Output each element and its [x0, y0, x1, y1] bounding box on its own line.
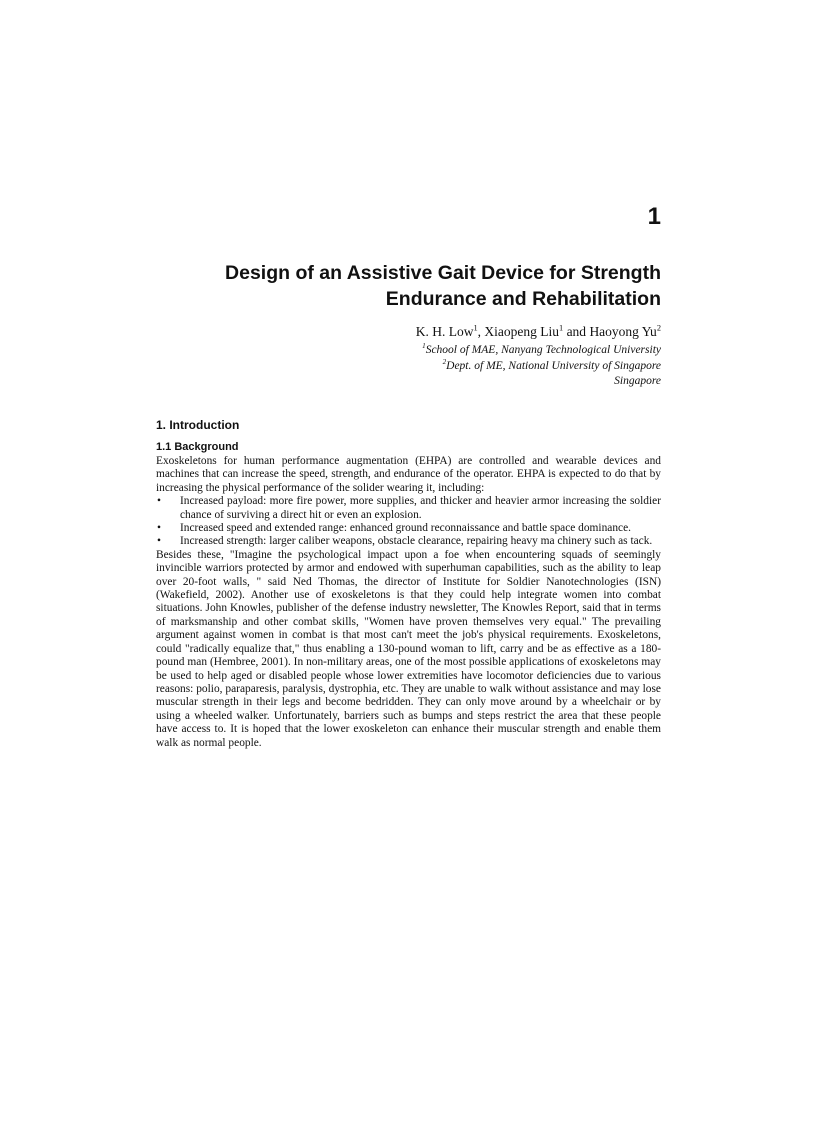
affiliation-mark: 1	[422, 342, 426, 351]
author-separator: and	[563, 324, 590, 339]
list-item-text: Increased payload: more fire power, more supplies, and thicker and heavier armor increasing the soldier chance of surviving a direct hit or even an explosion.	[180, 495, 661, 521]
author-name: K. H. Low	[415, 324, 474, 339]
affiliation-country: Singapore	[614, 375, 661, 387]
author-affiliation-mark: 1	[473, 323, 478, 333]
paper-title-line-2: Endurance and Rehabilitation	[385, 288, 661, 310]
paper-title-line-1: Design of an Assistive Gait Device for Strength	[225, 262, 661, 284]
affiliation-2	[422, 359, 661, 375]
paper-page	[156, 0, 661, 1123]
bullet-list	[156, 495, 661, 549]
subsection-heading: 1.1 Background	[156, 441, 239, 453]
section-heading: 1. Introduction	[156, 418, 240, 432]
intro-paragraph: Exoskeletons for human performance augmentation (EHPA) are controlled and wearable devices and machines that can increase the speed, strength, and endurance of the operator. EHPA is expected to do that by increasing the physical performance of the solider wearing it, including:	[156, 455, 661, 494]
list-item	[156, 535, 661, 548]
author-affiliation-mark: 2	[656, 323, 661, 333]
affiliation-text: School of MAE, Nanyang Technological University	[425, 344, 661, 356]
bullet-icon: •	[157, 495, 161, 508]
list-item-text: Increased strength: larger caliber weapons, obstacle clearance, repairing heavy ma chinery such as tack.	[180, 535, 653, 548]
chapter-number: 1	[647, 203, 661, 230]
main-paragraph: Besides these, "Imagine the psychological impact upon a foe when encountering squads of seemingly invincible warriors protected by armor and endowed with superhuman capabilities, such as the ability to leap over 20-foot walls, " said Ned Thomas, the director of Institute for Soldier Nanotechnologies (ISN) (Wakefield, 2002). Another use of exoskeletons is that they could help integrate women into combat situations. John Knowles, publisher of the defense industry newsletter, The Knowles Report, said that in terms of marksmanship and other combat skills, "Women have proven themselves very equal." The prevailing argument against women in combat is that most can't meet the job's physical requirements. Exoskeletons, could "radically equalize that," thus enabling a 130-pound woman to lift, carry and be as effective as a 180-pound man (Hembree, 2001). In non-military areas, one of the most possible applications of exoskeletons may be used to help aged or disabled people whose lower extremities have locomotor deficiencies due to various reasons: polio, paraparesis, paralysis, dystrophia, etc. They are unable to walk without assistance and may lose muscular strength in their legs and become bedridden. They can only move around by a wheelchair or by using a wheeled walker. Unfortunately, barriers such as bumps and steps restrict the area that these people have access to. It is hoped that the lower exoskeleton can enhance their muscular strength and enable them walk as normal people.	[156, 548, 661, 749]
author-name: Haoyong Yu	[589, 324, 657, 339]
list-item	[156, 522, 661, 535]
author-separator: ,	[477, 324, 485, 339]
affiliation-mark: 2	[442, 357, 447, 366]
author-name: Xiaopeng Liu	[484, 324, 559, 339]
affiliation-text: Dept. of ME, National University of Singapore	[446, 359, 661, 372]
affiliation-1	[422, 343, 661, 359]
body-text	[156, 455, 661, 750]
author-affiliation-mark: 1	[559, 323, 564, 333]
list-item-text: Increased speed and extended range: enhanced ground reconnaissance and battle space dominance.	[180, 522, 631, 535]
bullet-icon: •	[157, 535, 161, 548]
author-list	[416, 323, 661, 341]
list-item	[156, 495, 661, 522]
affiliation-list	[422, 343, 661, 390]
paper-title	[156, 260, 661, 312]
bullet-icon: •	[157, 522, 161, 535]
